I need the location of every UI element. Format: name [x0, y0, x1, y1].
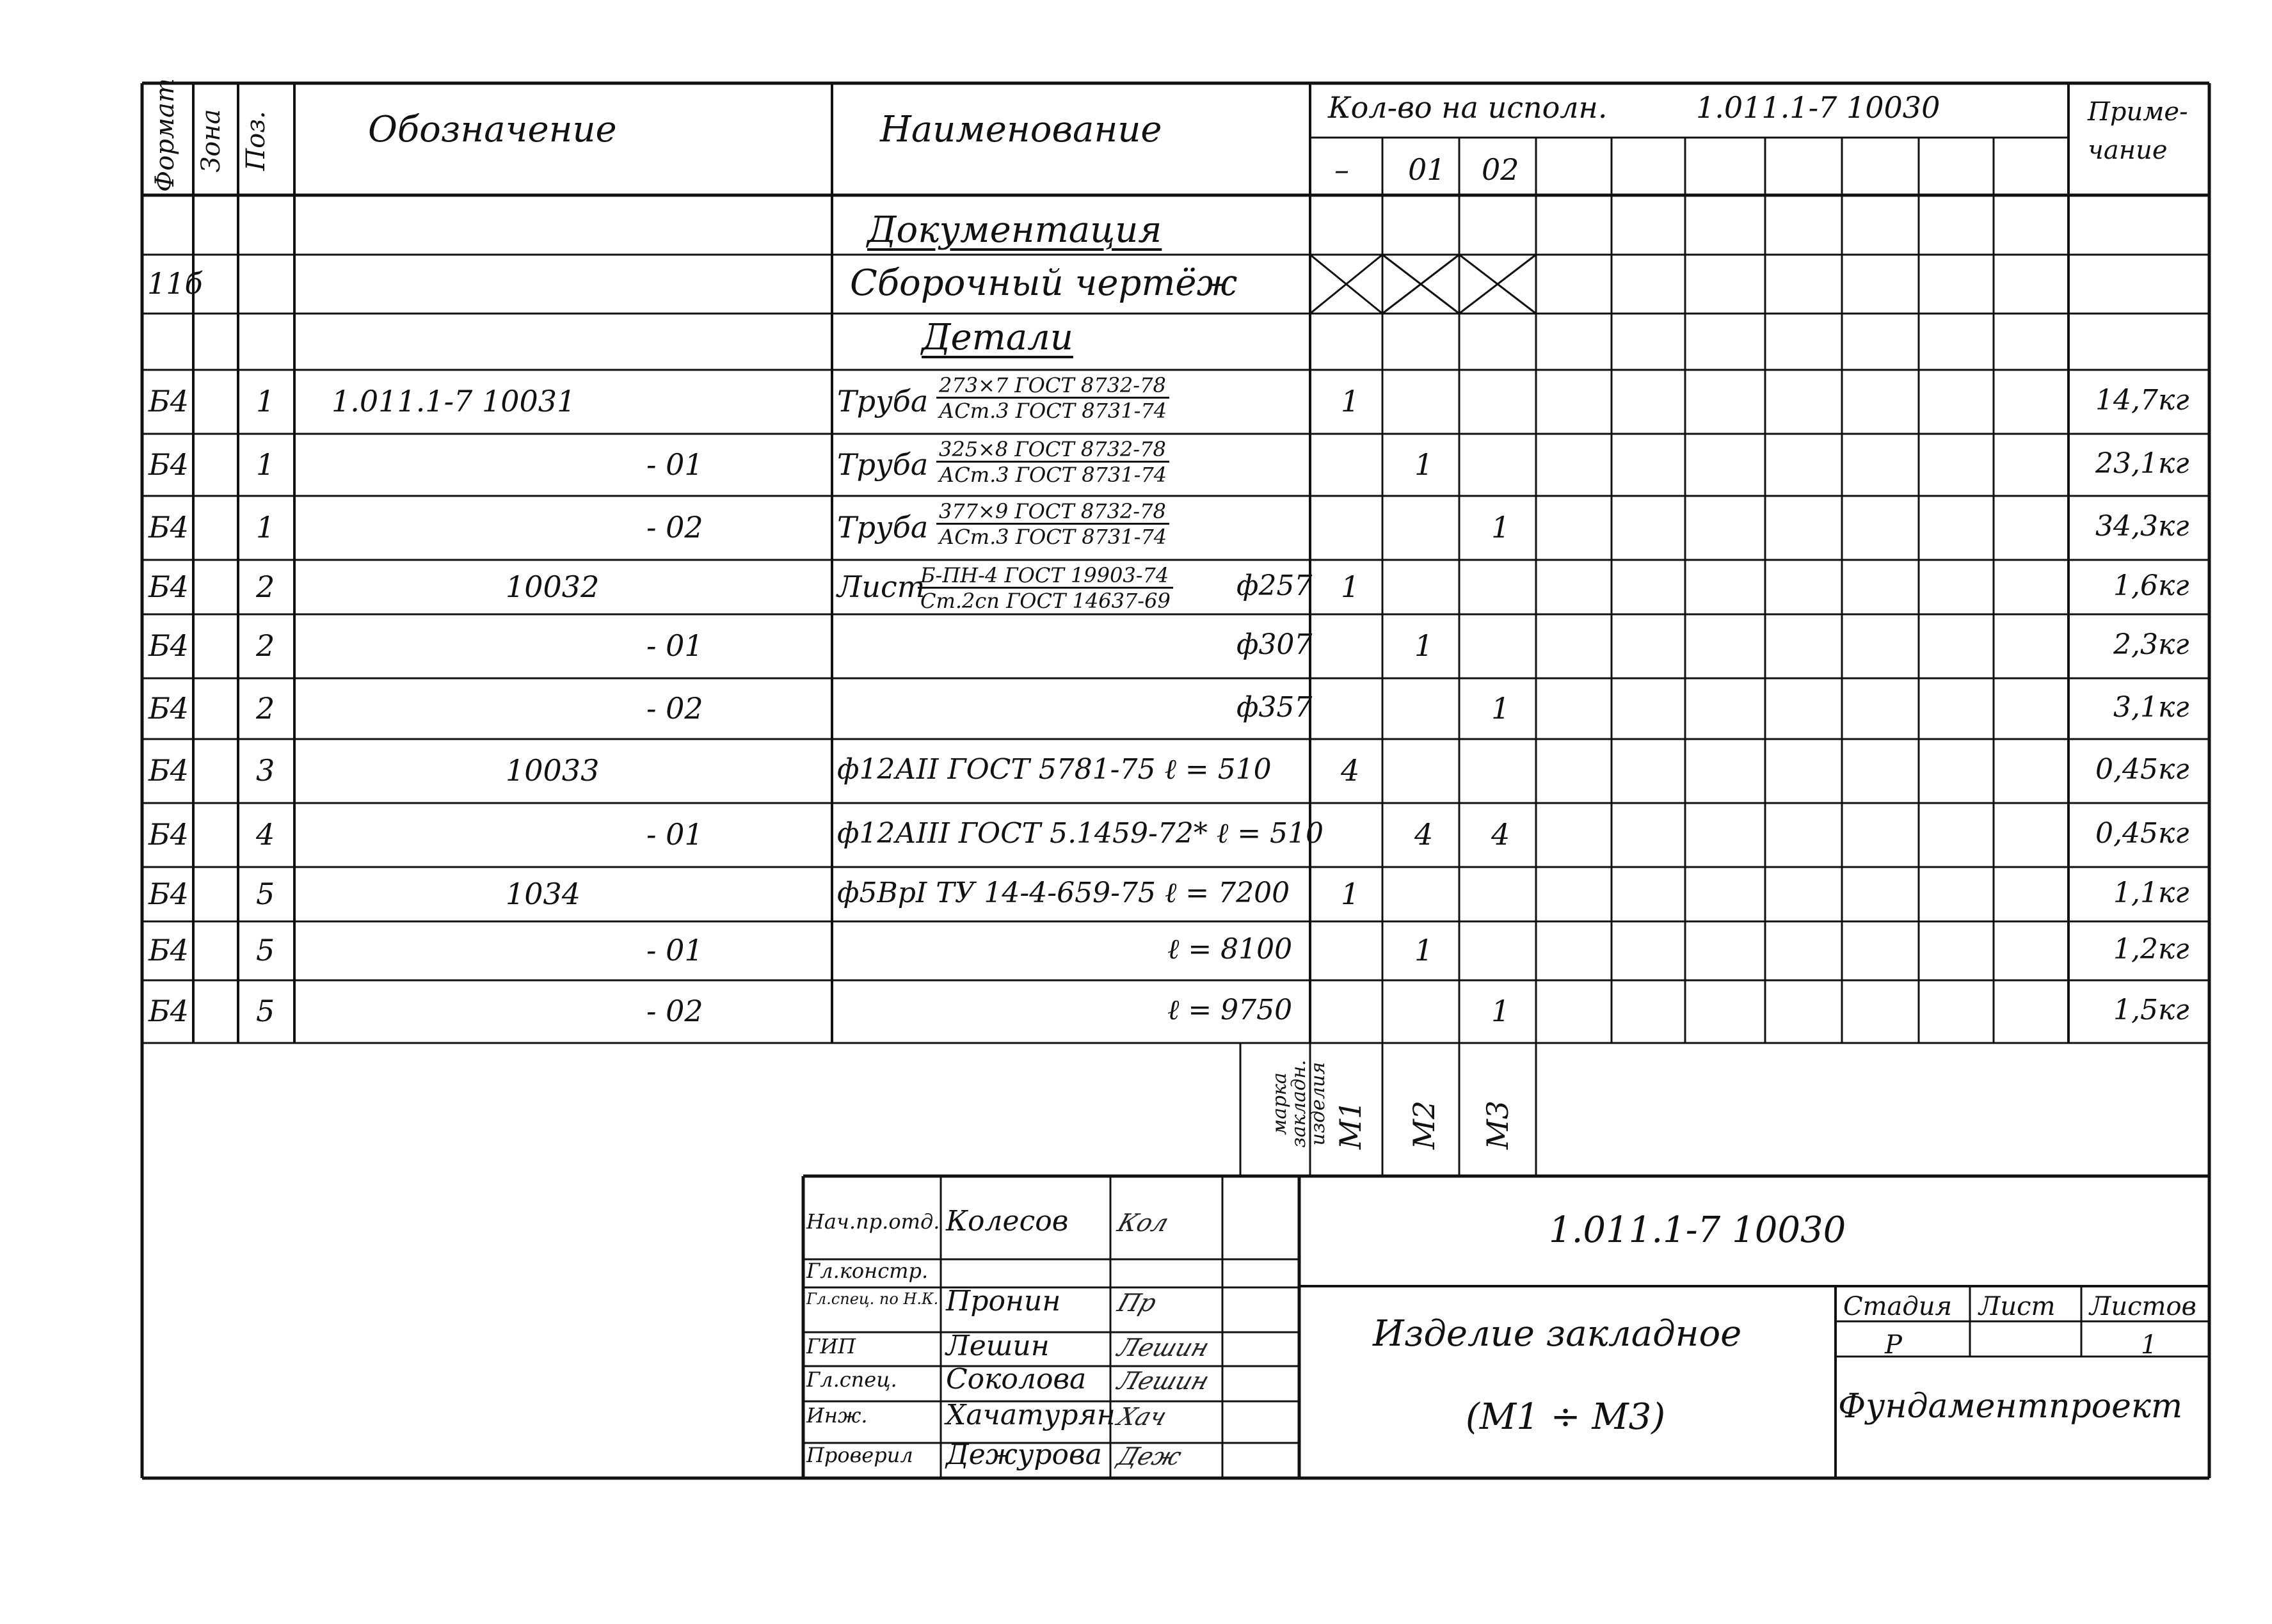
- row-designation: - 01: [646, 933, 703, 967]
- row-note: 1,6кг: [2113, 569, 2189, 602]
- header-variant-02: 02: [1482, 152, 1519, 187]
- staff-signature: Лешин: [1114, 1367, 1213, 1395]
- fraction-denominator: АСт.3 ГОСТ 8731-74: [939, 463, 1167, 487]
- header-designation: Обозначение: [368, 109, 617, 150]
- header-qty-doc: 1.011.1-7 10030: [1696, 90, 1940, 125]
- staff-role: ГИП: [806, 1334, 856, 1358]
- staff-role: Проверил: [806, 1443, 913, 1467]
- row-name: Труба: [837, 384, 929, 418]
- row-position: 1: [256, 510, 275, 545]
- row-designation: 1.011.1-7 10031: [332, 384, 576, 418]
- staff-role: Гл.спец.: [806, 1367, 897, 1392]
- doc-title-1: Изделие закладное: [1373, 1313, 1742, 1355]
- row-format: Б4: [148, 690, 189, 726]
- fraction-denominator: АСт.3 ГОСТ 8731-74: [939, 525, 1167, 549]
- fraction-denominator: Ст.2сп ГОСТ 14637-69: [920, 589, 1171, 613]
- stage-label: Стадия: [1843, 1292, 1952, 1321]
- row-designation: - 01: [646, 817, 703, 852]
- row-qty-1: 1: [1414, 447, 1434, 482]
- row-format: Б4: [148, 510, 189, 545]
- row-note: 1,5кг: [2113, 994, 2189, 1026]
- staff-name: Хачатурян: [946, 1399, 1116, 1431]
- staff-signature: Пр: [1114, 1289, 1160, 1317]
- row-material-fraction: [936, 501, 1169, 547]
- sheet-label: Лист: [1979, 1292, 2056, 1321]
- staff-signature: Кол: [1114, 1209, 1172, 1237]
- staff-name: Дежурова: [946, 1438, 1102, 1471]
- row-position: 5: [256, 994, 275, 1028]
- staff-role: Инж.: [806, 1403, 868, 1428]
- row-note: 1,1кг: [2113, 876, 2189, 909]
- row-qty-0: 1: [1341, 569, 1360, 604]
- staff-name: Колесов: [946, 1205, 1069, 1238]
- header-name: Наименование: [880, 109, 1162, 150]
- row-position: 4: [256, 817, 275, 852]
- row-qty-1: 1: [1414, 933, 1434, 967]
- row-format: Б4: [148, 628, 189, 663]
- row-format: Б4: [148, 994, 189, 1028]
- row-position: 3: [256, 753, 275, 788]
- row-format: Б4: [148, 876, 189, 911]
- staff-role: Гл.констр.: [806, 1259, 929, 1283]
- row-format: Б4: [148, 753, 189, 788]
- fraction-numerator: 273×7 ГОСТ 8732-78: [936, 375, 1169, 399]
- row-name-suffix: ф307: [1236, 628, 1313, 661]
- staff-role: Гл.спец. по Н.К.: [806, 1290, 939, 1308]
- marks-label-1: марка: [1268, 1072, 1291, 1135]
- row-designation: 10033: [506, 753, 600, 788]
- organization-name: Фундаментпроект: [1838, 1387, 2183, 1426]
- mark-m2: М2: [1407, 1100, 1441, 1150]
- stage-value: Р: [1885, 1330, 1902, 1360]
- row-note: 1,2кг: [2113, 933, 2189, 966]
- header-note-2: чание: [2088, 136, 2168, 165]
- row-note: 34,3кг: [2095, 510, 2189, 543]
- header-qty-caption: Кол-во на исполн.: [1328, 90, 1608, 125]
- row-qty-0: 4: [1341, 753, 1360, 788]
- section-documentation: Документация: [867, 209, 1162, 251]
- staff-signature: Хач: [1114, 1403, 1171, 1431]
- row-name: ф12АIII ГОСТ 5.1459-72* ℓ = 510: [837, 817, 1324, 850]
- row-name-suffix: ф257: [1236, 569, 1313, 602]
- row-name-suffix: ф357: [1236, 690, 1313, 724]
- fraction-numerator: 325×8 ГОСТ 8732-78: [936, 439, 1169, 463]
- row-position: 1: [256, 384, 275, 418]
- marks-label-3: изделия: [1307, 1062, 1329, 1146]
- row-format: Б4: [148, 933, 189, 967]
- fraction-denominator: АСт.3 ГОСТ 8731-74: [939, 399, 1167, 423]
- row-position: 5: [256, 933, 275, 967]
- row-note: 0,45кг: [2095, 817, 2189, 850]
- row-position: 5: [256, 876, 275, 911]
- row-name-suffix: ℓ = 8100: [1167, 933, 1293, 966]
- header-pos: Поз.: [241, 111, 271, 171]
- row-qty-1: 4: [1414, 817, 1434, 852]
- row-position: 2: [256, 628, 275, 663]
- row-format: Б4: [148, 447, 189, 482]
- row-material-fraction: [936, 375, 1169, 421]
- header-variant-base: –: [1334, 152, 1349, 187]
- row-designation: - 02: [646, 994, 703, 1028]
- row-designation: 10032: [506, 569, 600, 604]
- row-designation: - 01: [646, 628, 703, 663]
- row-qty-2: 1: [1491, 994, 1510, 1028]
- header-zone: Зона: [196, 109, 226, 173]
- staff-signature: Лешин: [1114, 1333, 1213, 1362]
- assembly-drawing-name: Сборочный чертёж: [850, 262, 1238, 304]
- fraction-numerator: 377×9 ГОСТ 8732-78: [936, 501, 1169, 525]
- header-note-1: Приме-: [2088, 97, 2188, 127]
- row-format: Б4: [148, 817, 189, 852]
- row-designation: - 02: [646, 510, 703, 545]
- row-note: 3,1кг: [2113, 690, 2189, 724]
- row-name: Труба: [837, 447, 929, 482]
- staff-role: Нач.пр.отд.: [806, 1209, 940, 1234]
- header-variant-01: 01: [1408, 152, 1446, 187]
- row-qty-1: 1: [1414, 628, 1434, 663]
- row-name: ф5ВрI ТУ 14-4-659-75 ℓ = 7200: [837, 876, 1290, 909]
- fraction-numerator: Б-ПН-4 ГОСТ 19903-74: [918, 565, 1173, 589]
- row-position: 1: [256, 447, 275, 482]
- row-qty-0: 1: [1341, 384, 1360, 418]
- staff-signature: Деж: [1114, 1442, 1185, 1470]
- row-qty-2: 1: [1491, 690, 1510, 726]
- row-designation: - 01: [646, 447, 703, 482]
- row-format: Б4: [148, 384, 189, 418]
- row-note: 23,1кг: [2095, 447, 2189, 480]
- row-note: 14,7кг: [2095, 384, 2189, 417]
- sheets-value: 1: [2141, 1330, 2157, 1360]
- row-note: 2,3кг: [2113, 628, 2189, 661]
- row-note: 0,45кг: [2095, 753, 2189, 786]
- row-name: Лист: [837, 569, 925, 604]
- mark-m1: М1: [1333, 1100, 1368, 1150]
- section-details: Детали: [922, 317, 1073, 358]
- row-position: 2: [256, 690, 275, 726]
- sheets-label: Листов: [2090, 1292, 2196, 1321]
- row-material-fraction: [918, 565, 1173, 611]
- marks-label-2: закладн.: [1288, 1060, 1310, 1148]
- row-designation: - 02: [646, 690, 703, 726]
- row-name: Труба: [837, 510, 929, 545]
- row-qty-2: 1: [1491, 510, 1510, 545]
- row-qty-2: 4: [1491, 817, 1510, 852]
- staff-name: Соколова: [946, 1363, 1087, 1396]
- assembly-format: 11б: [147, 266, 203, 301]
- row-name-suffix: ℓ = 9750: [1167, 994, 1293, 1026]
- staff-name: Лешин: [946, 1330, 1050, 1362]
- row-name: ф12АII ГОСТ 5781-75 ℓ = 510: [837, 753, 1272, 786]
- row-material-fraction: [936, 439, 1169, 485]
- row-format: Б4: [148, 569, 189, 604]
- row-position: 2: [256, 569, 275, 604]
- doc-number: 1.011.1-7 10030: [1549, 1209, 1846, 1251]
- row-qty-0: 1: [1341, 876, 1360, 911]
- staff-name: Пронин: [946, 1285, 1061, 1318]
- row-designation: 1034: [506, 876, 581, 911]
- doc-title-2: (М1 ÷ М3): [1466, 1396, 1666, 1438]
- header-format: Формат: [150, 78, 180, 192]
- mark-m3: М3: [1480, 1100, 1515, 1150]
